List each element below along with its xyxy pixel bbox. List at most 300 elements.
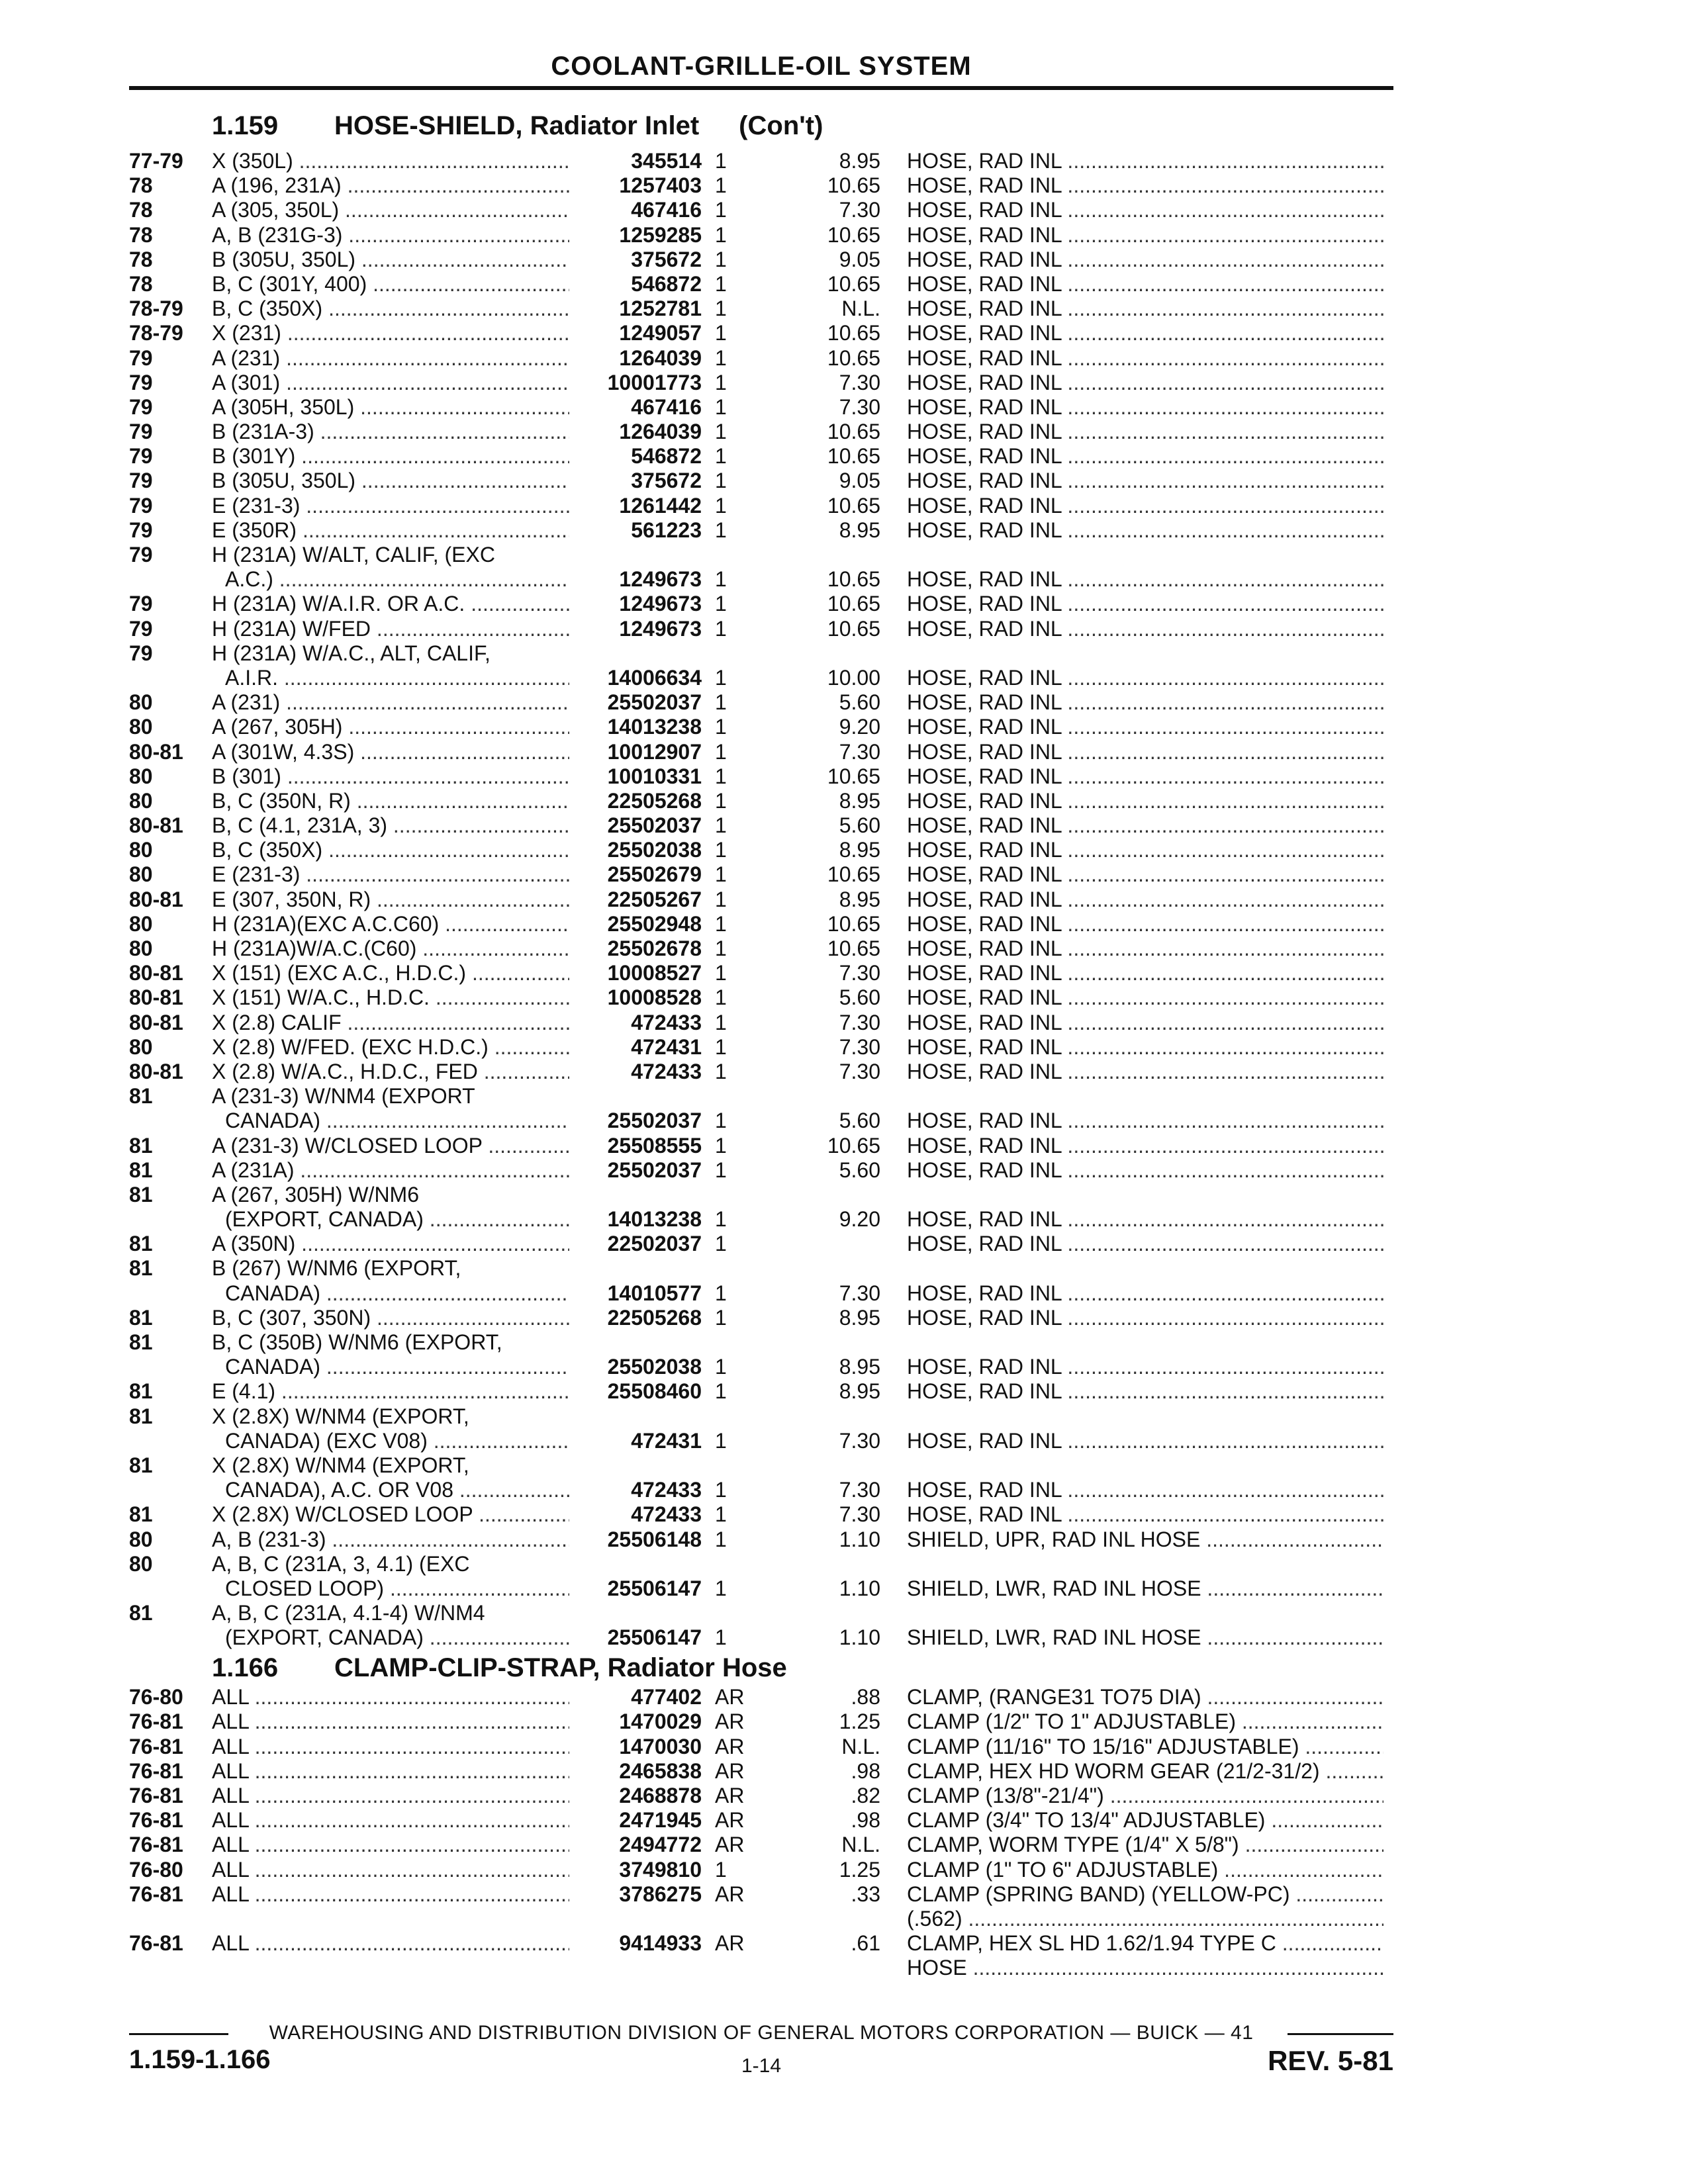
row-model: A.I.R. ..... (225, 666, 569, 690)
row-part-number: 25508555 (607, 1133, 702, 1158)
row-quantity: 1 (715, 222, 727, 247)
row-year: 80-81 (129, 1059, 183, 1083)
row-quantity: 1 (715, 690, 727, 715)
row-part-name: HOSE, RAD INL ..... (907, 444, 1383, 469)
row-year: 79 (129, 370, 153, 394)
row-part-number: 1252781 (619, 296, 702, 321)
row-part-name: CLAMP (13/8"-21/4") ..... (907, 1784, 1383, 1808)
row-part-name: HOSE, RAD INL ..... (907, 1060, 1383, 1084)
row-quantity: 1 (715, 1502, 727, 1527)
row-quantity: 1 (715, 887, 727, 911)
table-row (0, 862, 1688, 887)
table-row (0, 1183, 1688, 1207)
row-part-number: 14013238 (607, 715, 702, 739)
row-model: B (301) ..... (212, 764, 569, 789)
row-part-number: 14013238 (607, 1207, 702, 1232)
row-year: 80-81 (129, 985, 183, 1010)
row-quantity: 1 (715, 665, 727, 690)
table-row (0, 1011, 1688, 1035)
row-price: .33 (851, 1882, 880, 1906)
row-part-number: 2471945 (619, 1808, 702, 1833)
footer-revision: REV. 5-81 (1268, 2045, 1393, 2076)
row-year: 79 (129, 592, 153, 616)
table-row (0, 912, 1688, 936)
row-part-name: SHIELD, LWR, RAD INL HOSE ..... (907, 1576, 1383, 1601)
row-quantity: 1 (715, 1232, 727, 1256)
table-row (0, 641, 1688, 666)
row-year: 79 (129, 469, 153, 493)
table-row (0, 1429, 1688, 1453)
row-price: .88 (851, 1685, 880, 1709)
row-model: A (305H, 350L) ..... (212, 395, 569, 420)
row-part-number: 25502038 (607, 1355, 702, 1379)
row-price: 10.65 (827, 936, 880, 960)
row-price: 10.65 (827, 345, 880, 370)
row-part-name: HOSE, RAD INL ..... (907, 912, 1383, 936)
row-part-name: SHIELD, UPR, RAD INL HOSE ..... (907, 1527, 1383, 1552)
row-year: 76-81 (129, 1758, 183, 1783)
row-part-name: HOSE, RAD INL ..... (907, 961, 1383, 985)
row-price: N.L. (841, 1833, 880, 1857)
row-year: 79 (129, 444, 153, 469)
row-year: 79 (129, 420, 153, 444)
row-part-name: HOSE, RAD INL ..... (907, 1232, 1383, 1256)
table-row (0, 1207, 1688, 1232)
row-year: 78 (129, 222, 153, 247)
row-model: X (2.8X) W/CLOSED LOOP ..... (212, 1502, 569, 1527)
row-part-number: 467416 (631, 198, 702, 222)
row-quantity: 1 (715, 1625, 727, 1650)
row-part-number: 546872 (631, 444, 702, 469)
table-row (0, 1109, 1688, 1133)
row-part-name: HOSE, RAD INL ..... (907, 248, 1383, 272)
footer-division: WAREHOUSING AND DISTRIBUTION DIVISION OF GENERAL MOTORS CORPORATION — BUICK — 41 (269, 2022, 1254, 2044)
row-model: E (231-3) ..... (212, 862, 569, 887)
row-quantity: AR (715, 1709, 745, 1734)
row-year: 81 (129, 1232, 153, 1256)
table-row (0, 346, 1688, 371)
table-row (0, 1759, 1688, 1784)
row-model: ALL ..... (212, 1833, 569, 1857)
row-part-number: 472433 (631, 1502, 702, 1527)
row-model: B, C (350B) W/NM6 (EXPORT, (212, 1330, 502, 1354)
row-model: CANADA) (EXC V08) ..... (225, 1429, 569, 1453)
table-row (0, 1709, 1688, 1734)
table-row (0, 1601, 1688, 1625)
row-model: ALL ..... (212, 1931, 569, 1956)
row-model: A (350N) ..... (212, 1232, 569, 1256)
row-part-name: CLAMP (1/2" TO 1" ADJUSTABLE) ..... (907, 1709, 1383, 1734)
row-year: 80 (129, 788, 153, 813)
row-part-number: 25506148 (607, 1527, 702, 1551)
row-model: CANADA) ..... (225, 1109, 569, 1133)
row-price: 9.05 (839, 469, 880, 493)
row-price: 9.20 (839, 715, 880, 739)
row-price: 10.65 (827, 764, 880, 788)
table-row (0, 198, 1688, 222)
table-row (0, 666, 1688, 690)
row-model: A, B, C (231A, 3, 4.1) (EXC (212, 1551, 470, 1576)
row-model: A (231) ..... (212, 690, 569, 715)
row-model: E (4.1) ..... (212, 1379, 569, 1404)
row-part-name: HOSE, RAD INL ..... (907, 518, 1383, 543)
row-model: A (196, 231A) ..... (212, 173, 569, 198)
row-model: ALL ..... (212, 1784, 569, 1808)
row-part-name: HOSE, RAD INL ..... (907, 272, 1383, 296)
table-row (0, 1256, 1688, 1281)
row-part-name: HOSE, RAD INL ..... (907, 617, 1383, 641)
row-part-name: HOSE, RAD INL ..... (907, 1281, 1383, 1306)
row-year: 81 (129, 1182, 153, 1206)
row-part-name: HOSE, RAD INL ..... (907, 223, 1383, 248)
row-quantity: 1 (715, 985, 727, 1010)
table-row (0, 1625, 1688, 1650)
row-year: 79 (129, 394, 153, 419)
table-row (0, 1858, 1688, 1882)
table-row (0, 1306, 1688, 1330)
row-model: X (2.8) CALIF ..... (212, 1011, 569, 1035)
row-part-name: HOSE, RAD INL ..... (907, 1478, 1383, 1502)
row-part-name: HOSE, RAD INL ..... (907, 1035, 1383, 1060)
row-year: 81 (129, 1453, 153, 1477)
row-quantity: 1 (715, 1576, 727, 1600)
row-part-name: HOSE, RAD INL ..... (907, 1355, 1383, 1379)
row-part-number: 10008528 (607, 985, 702, 1010)
row-part-number: 14010577 (607, 1281, 702, 1305)
row-quantity: 1 (715, 567, 727, 592)
row-year: 80 (129, 838, 153, 862)
row-year: 76-81 (129, 1734, 183, 1758)
table-row (0, 1330, 1688, 1355)
row-part-name: CLAMP, HEX SL HD 1.62/1.94 TYPE C ..... (907, 1931, 1383, 1956)
table-row (0, 887, 1688, 912)
footer-rule-right (1288, 2033, 1393, 2035)
row-price: 8.95 (839, 1305, 880, 1330)
row-year: 81 (129, 1379, 153, 1404)
row-quantity: 1 (715, 1379, 727, 1404)
row-part-number: 25502037 (607, 690, 702, 715)
row-part-number: 14006634 (607, 665, 702, 690)
row-model: B, C (301Y, 400) ..... (212, 272, 569, 296)
row-part-name: HOSE, RAD INL ..... (907, 1429, 1383, 1453)
row-model: B (305U, 350L) ..... (212, 248, 569, 272)
row-part-name: HOSE, RAD INL ..... (907, 296, 1383, 321)
row-price: 7.30 (839, 370, 880, 394)
row-part-number: 1261442 (619, 493, 702, 518)
table-row (0, 518, 1688, 543)
row-price: 8.95 (839, 1355, 880, 1379)
row-part-name: HOSE, RAD INL ..... (907, 494, 1383, 518)
row-year: 80-81 (129, 961, 183, 985)
row-price: 5.60 (839, 1158, 880, 1182)
row-model: ALL ..... (212, 1882, 569, 1907)
row-part-number: 22505267 (607, 887, 702, 911)
row-price: 9.20 (839, 1207, 880, 1232)
row-part-number: 25502679 (607, 862, 702, 887)
row-price: 7.30 (839, 1478, 880, 1502)
table-row (0, 296, 1688, 321)
table-row (0, 1808, 1688, 1833)
row-model: ALL ..... (212, 1858, 569, 1882)
table-row (0, 248, 1688, 272)
row-part-number: 2494772 (619, 1833, 702, 1857)
row-year: 76-80 (129, 1857, 183, 1882)
row-part-name: HOSE, RAD INL ..... (907, 1109, 1383, 1133)
section-title: HOSE-SHIELD, Radiator Inlet (334, 111, 700, 140)
table-row (0, 1956, 1688, 1980)
row-part-number: 472433 (631, 1059, 702, 1083)
row-year: 79 (129, 641, 153, 665)
row-part-number: 10012907 (607, 739, 702, 764)
row-part-number: 1249673 (619, 616, 702, 641)
row-part-name: HOSE, RAD INL ..... (907, 346, 1383, 371)
row-model: CANADA), A.C. OR V08 ..... (225, 1478, 569, 1502)
row-price: 10.65 (827, 616, 880, 641)
row-part-number: 3749810 (619, 1857, 702, 1882)
row-model: A (301W, 4.3S) ..... (212, 740, 569, 764)
table-row (0, 617, 1688, 641)
row-quantity: 1 (715, 444, 727, 469)
row-part-number: 25506147 (607, 1576, 702, 1600)
table-row (0, 1379, 1688, 1404)
row-quantity: 1 (715, 493, 727, 518)
row-part-name: HOSE, RAD INL ..... (907, 420, 1383, 444)
row-part-number: 1249057 (619, 321, 702, 345)
row-model: (EXPORT, CANADA) ..... (225, 1207, 569, 1232)
row-price: 1.10 (839, 1625, 880, 1650)
table-row (0, 1576, 1688, 1601)
row-model: H (231A) W/A.I.R. OR A.C. ..... (212, 592, 569, 616)
table-row (0, 985, 1688, 1010)
row-part-number: 561223 (631, 518, 702, 542)
row-part-name: HOSE, RAD INL ..... (907, 887, 1383, 912)
table-row (0, 961, 1688, 985)
row-year: 80-81 (129, 1010, 183, 1034)
row-model: A, B (231G-3) ..... (212, 223, 569, 248)
row-model: B, C (307, 350N) ..... (212, 1306, 569, 1330)
row-model: A (231-3) W/CLOSED LOOP ..... (212, 1134, 569, 1158)
row-price: 1.10 (839, 1527, 880, 1551)
row-part-number: 25502948 (607, 911, 702, 936)
row-quantity: 1 (715, 715, 727, 739)
row-part-name: HOSE, RAD INL ..... (907, 395, 1383, 420)
row-quantity: 1 (715, 616, 727, 641)
row-part-number: 22505268 (607, 788, 702, 813)
row-model: ALL ..... (212, 1808, 569, 1833)
row-part-name: HOSE, RAD INL ..... (907, 862, 1383, 887)
row-year: 76-81 (129, 1709, 183, 1734)
row-year: 80 (129, 1527, 153, 1551)
row-part-number: 375672 (631, 469, 702, 493)
row-price: .82 (851, 1783, 880, 1807)
row-part-name: SHIELD, LWR, RAD INL HOSE ..... (907, 1625, 1383, 1650)
row-quantity: 1 (715, 370, 727, 394)
row-year: 81 (129, 1404, 153, 1428)
section-1159-heading (212, 111, 823, 141)
row-quantity: 1 (715, 936, 727, 960)
row-price: 5.60 (839, 1109, 880, 1133)
row-part-name: HOSE, RAD INL ..... (907, 173, 1383, 198)
row-part-name: CLAMP, WORM TYPE (1/4" X 5/8") ..... (907, 1833, 1383, 1857)
table-row (0, 1355, 1688, 1379)
row-model: X (2.8X) W/NM4 (EXPORT, (212, 1404, 469, 1428)
row-part-number: 3786275 (619, 1882, 702, 1906)
row-quantity: 1 (715, 469, 727, 493)
table-row (0, 764, 1688, 789)
row-price: 10.65 (827, 493, 880, 518)
row-year: 78-79 (129, 321, 183, 345)
row-part-name: HOSE, RAD INL ..... (907, 1158, 1383, 1183)
row-year: 78-79 (129, 296, 183, 321)
row-model: B (301Y) ..... (212, 444, 569, 469)
row-quantity: AR (715, 1931, 745, 1956)
row-part-name: HOSE, RAD INL ..... (907, 690, 1383, 715)
row-quantity: AR (715, 1833, 745, 1857)
row-price: 10.65 (827, 420, 880, 444)
row-model: B, C (350X) ..... (212, 296, 569, 321)
row-quantity: 1 (715, 1428, 727, 1453)
row-model: H (231A)W/A.C.(C60) ..... (212, 936, 569, 961)
row-quantity: AR (715, 1882, 745, 1906)
row-part-name: HOSE, RAD INL ..... (907, 149, 1383, 173)
row-price: 1.25 (839, 1709, 880, 1734)
row-quantity: 1 (715, 345, 727, 370)
row-model: A (301) ..... (212, 371, 569, 395)
row-year: 81 (129, 1133, 153, 1158)
table-row (0, 1281, 1688, 1306)
row-part-number: 1249673 (619, 567, 702, 592)
row-year: 80 (129, 862, 153, 887)
row-year: 80-81 (129, 887, 183, 911)
table-row (0, 1685, 1688, 1709)
row-quantity: AR (715, 1808, 745, 1833)
table-row (0, 936, 1688, 961)
row-year: 79 (129, 518, 153, 542)
row-quantity: 1 (715, 321, 727, 345)
row-quantity: 1 (715, 1305, 727, 1330)
row-price: 7.30 (839, 1010, 880, 1034)
row-part-number: 25502037 (607, 1158, 702, 1182)
row-quantity: 1 (715, 149, 727, 173)
row-year: 76-81 (129, 1783, 183, 1807)
row-year: 81 (129, 1601, 153, 1625)
table-row (0, 1232, 1688, 1256)
row-model: E (231-3) ..... (212, 494, 569, 518)
row-model: B (267) W/NM6 (EXPORT, (212, 1256, 461, 1281)
row-price: 7.30 (839, 1034, 880, 1059)
table-row (0, 1502, 1688, 1527)
row-quantity: 1 (715, 198, 727, 222)
row-part-number: 1470029 (619, 1709, 702, 1734)
row-part-number: 2468878 (619, 1783, 702, 1807)
row-part-name: HOSE, RAD INL ..... (907, 1306, 1383, 1330)
row-price: 7.30 (839, 198, 880, 222)
row-model: X (2.8) W/A.C., H.D.C., FED ..... (212, 1060, 569, 1084)
row-price: 10.00 (827, 665, 880, 690)
row-year: 80 (129, 764, 153, 788)
row-part-number: 472431 (631, 1428, 702, 1453)
header-rule (129, 86, 1393, 90)
row-price: .98 (851, 1808, 880, 1833)
row-part-name: CLAMP (3/4" TO 13/4" ADJUSTABLE) ..... (907, 1808, 1383, 1833)
section-number: 1.166 (212, 1653, 279, 1683)
row-year: 78 (129, 198, 153, 222)
row-model: A (305, 350L) ..... (212, 198, 569, 222)
row-year: 80 (129, 936, 153, 960)
row-part-name: HOSE, RAD INL ..... (907, 813, 1383, 838)
row-model: A (267, 305H) W/NM6 (212, 1182, 419, 1206)
row-quantity: 1 (715, 788, 727, 813)
row-part-number: 25502037 (607, 813, 702, 838)
row-price: .98 (851, 1758, 880, 1783)
row-price: 10.65 (827, 567, 880, 592)
table-row (0, 838, 1688, 862)
row-part-name: HOSE, RAD INL ..... (907, 666, 1383, 690)
table-row (0, 1084, 1688, 1109)
row-part-name: CLAMP, (RANGE31 TO75 DIA) ..... (907, 1685, 1383, 1709)
row-part-number: 472431 (631, 1034, 702, 1059)
row-part-name: CLAMP (11/16" TO 15/16" ADJUSTABLE) ..... (907, 1735, 1383, 1759)
row-part-name: HOSE, RAD INL ..... (907, 985, 1383, 1010)
row-price: 10.65 (827, 173, 880, 198)
footer-page-number: 1-14 (741, 2055, 782, 2077)
table-row (0, 321, 1688, 345)
row-year: 78 (129, 271, 153, 296)
table-row (0, 592, 1688, 616)
row-price: 7.30 (839, 1059, 880, 1083)
row-model: E (307, 350N, R) ..... (212, 887, 569, 912)
table-row (0, 1784, 1688, 1808)
row-quantity: 1 (715, 173, 727, 198)
row-price: 10.65 (827, 592, 880, 616)
row-part-number: 25502037 (607, 1109, 702, 1133)
row-year: 80 (129, 1551, 153, 1576)
row-part-number: 1264039 (619, 420, 702, 444)
row-quantity: 1 (715, 1034, 727, 1059)
row-part-number: 375672 (631, 247, 702, 271)
row-quantity: 1 (715, 592, 727, 616)
row-part-name: HOSE, RAD INL ..... (907, 592, 1383, 616)
row-price: 8.95 (839, 887, 880, 911)
table-row (0, 1527, 1688, 1552)
row-part-number: 472433 (631, 1010, 702, 1034)
row-year: 76-81 (129, 1808, 183, 1833)
row-model: A (231A) ..... (212, 1158, 569, 1183)
row-part-name: CLAMP (1" TO 6" ADJUSTABLE) ..... (907, 1858, 1383, 1882)
table-row (0, 1060, 1688, 1084)
row-part-name: HOSE, RAD INL ..... (907, 715, 1383, 739)
row-model: ALL ..... (212, 1685, 569, 1709)
row-quantity: 1 (715, 838, 727, 862)
row-quantity: AR (715, 1758, 745, 1783)
row-price: 7.30 (839, 1428, 880, 1453)
row-price: 10.65 (827, 444, 880, 469)
row-part-name: HOSE, RAD INL ..... (907, 1134, 1383, 1158)
row-quantity: 1 (715, 739, 727, 764)
row-part-name: HOSE, RAD INL ..... (907, 469, 1383, 493)
row-quantity: 1 (715, 420, 727, 444)
row-quantity: AR (715, 1783, 745, 1807)
row-model: ALL ..... (212, 1759, 569, 1784)
row-model: E (350R) ..... (212, 518, 569, 543)
row-model: X (2.8) W/FED. (EXC H.D.C.) ..... (212, 1035, 569, 1060)
table-row (0, 1453, 1688, 1478)
row-price: N.L. (841, 1734, 880, 1758)
table-row (0, 715, 1688, 739)
row-part-number: 10008527 (607, 961, 702, 985)
row-model: B, C (350N, R) ..... (212, 789, 569, 813)
row-model: X (231) ..... (212, 321, 569, 345)
